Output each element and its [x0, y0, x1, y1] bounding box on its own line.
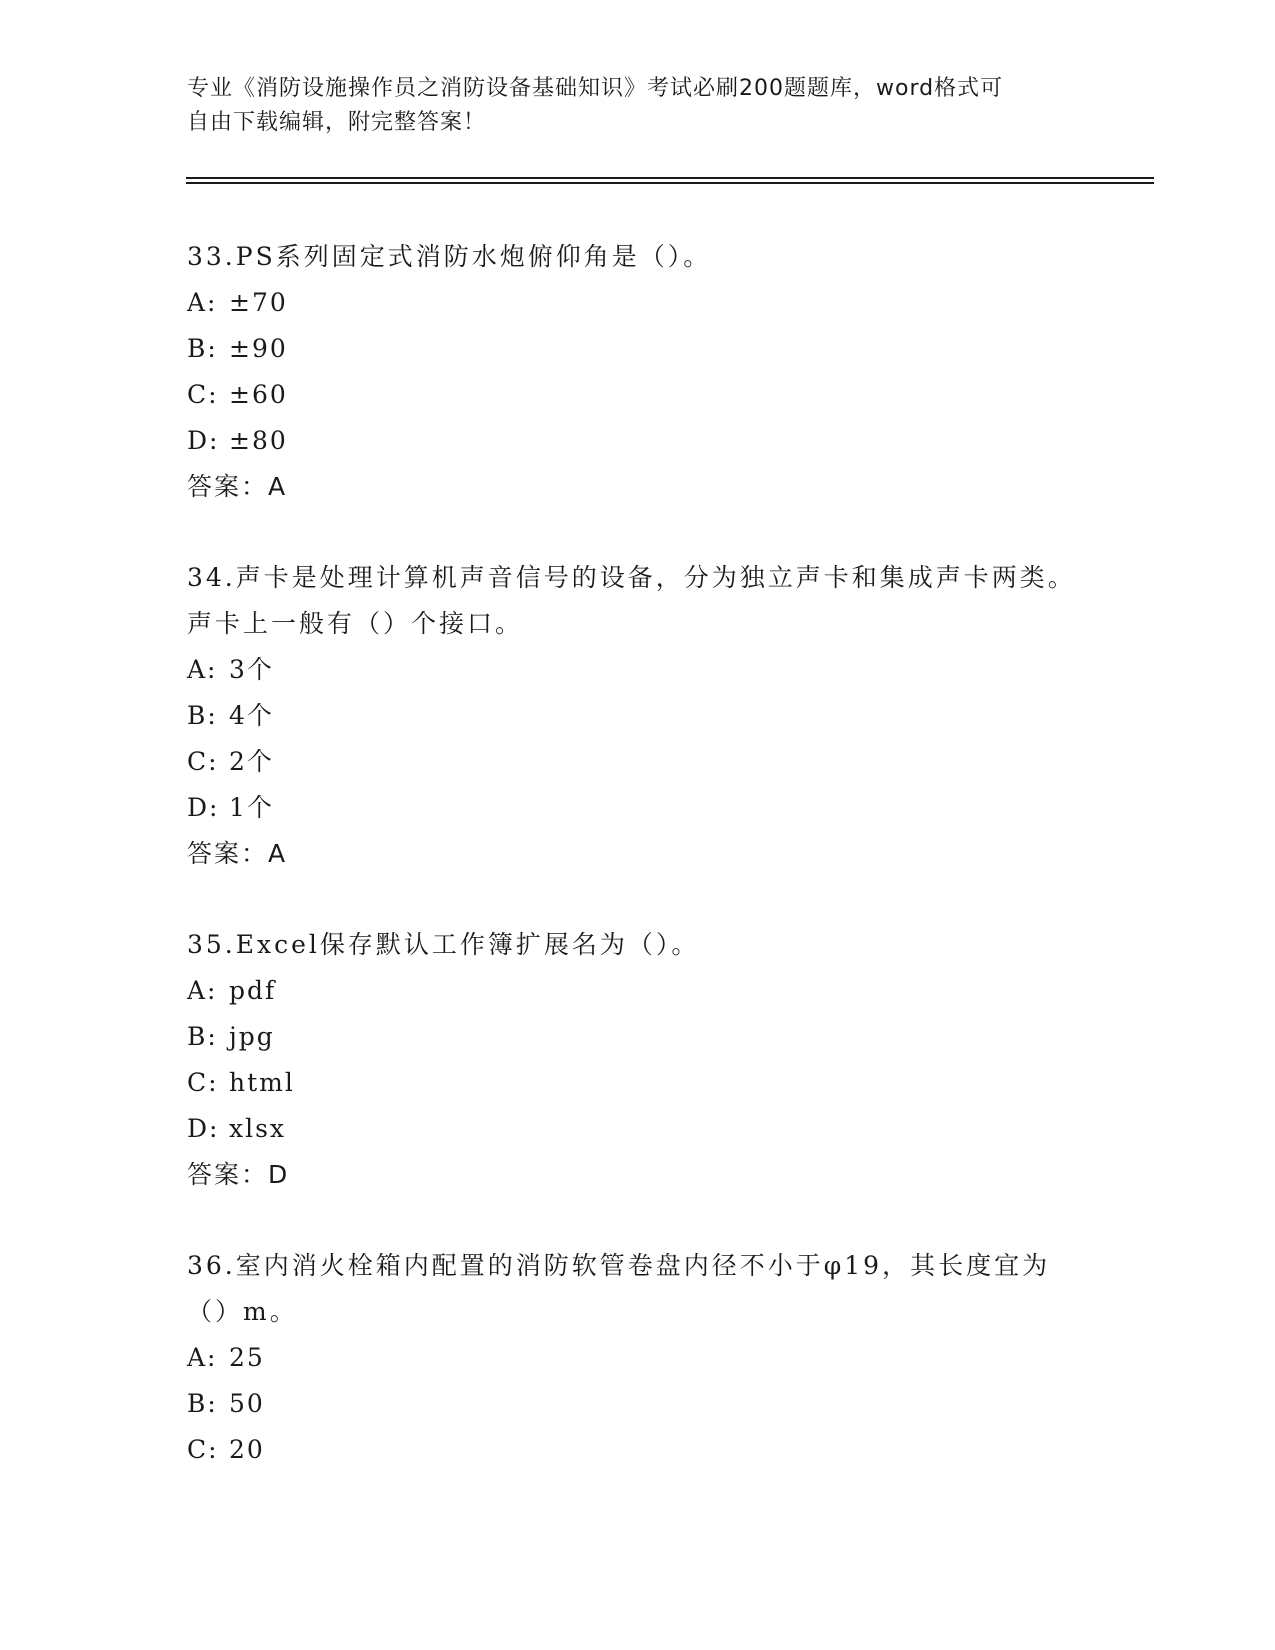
option-a: [187, 647, 1087, 693]
option-c: [187, 372, 1087, 418]
question-stem: 35.Excel保存默认工作簿扩展名为（）。: [187, 930, 700, 959]
option-key: A:: [187, 288, 218, 317]
option-d: [187, 418, 1087, 464]
option-key: B:: [187, 1389, 218, 1418]
option-text: 2个: [229, 747, 274, 776]
option-key: C:: [187, 747, 219, 776]
option-key: C:: [187, 380, 219, 409]
option-d: [187, 1106, 1087, 1152]
option-key: C:: [187, 1435, 219, 1464]
option-key: D:: [187, 793, 220, 822]
header-divider-bottom: [186, 182, 1154, 184]
header-intro-line-2: 自由下载编辑，附完整答案！: [187, 110, 487, 135]
option-d: [187, 785, 1087, 831]
option-text: ±60: [229, 380, 288, 409]
question-35: [187, 922, 1087, 1198]
option-text: jpg: [229, 1022, 275, 1051]
option-text: 20: [229, 1435, 265, 1464]
option-c: [187, 1060, 1087, 1106]
option-text: 4个: [229, 701, 274, 730]
option-text: 1个: [229, 793, 274, 822]
option-key: D:: [187, 1114, 220, 1143]
option-key: A:: [187, 976, 218, 1005]
option-text: pdf: [229, 976, 277, 1005]
option-text: ±70: [229, 288, 288, 317]
question-stem: 33.PS系列固定式消防水炮俯仰角是（）。: [187, 242, 712, 271]
option-key: C:: [187, 1068, 219, 1097]
question-33: [187, 234, 1087, 510]
option-text: xlsx: [229, 1114, 287, 1143]
header-divider-top: [186, 177, 1154, 179]
option-b: [187, 326, 1087, 372]
option-b: [187, 1014, 1087, 1060]
question-34: [187, 555, 1087, 877]
option-key: D:: [187, 426, 220, 455]
option-key: B:: [187, 701, 218, 730]
option-text: ±90: [229, 334, 288, 363]
option-key: B:: [187, 334, 218, 363]
option-c: [187, 739, 1087, 785]
question-stem: 36.室内消火栓箱内配置的消防软管卷盘内径不小于φ19，其长度宜为（）m。: [187, 1251, 1051, 1326]
option-key: A:: [187, 655, 218, 684]
answer-line: 答案：A: [187, 839, 288, 868]
question-36: [187, 1243, 1087, 1473]
answer-line: 答案：A: [187, 472, 288, 501]
option-a: [187, 280, 1087, 326]
option-text: 3个: [229, 655, 274, 684]
option-key: A:: [187, 1343, 218, 1372]
question-stem: 34.声卡是处理计算机声音信号的设备，分为独立声卡和集成声卡两类。声卡上一般有（）个接口。: [187, 563, 1076, 638]
option-key: B:: [187, 1022, 218, 1051]
option-c: [187, 1427, 1087, 1473]
document-header: [187, 72, 1087, 140]
answer-line: 答案：D: [187, 1160, 290, 1189]
question-list: [187, 234, 1087, 1518]
option-text: 25: [229, 1343, 265, 1372]
option-b: [187, 1381, 1087, 1427]
option-text: ±80: [229, 426, 288, 455]
header-intro-line-1: 专业《消防设施操作员之消防设备基础知识》考试必刷200题题库，word格式可: [187, 76, 1004, 101]
option-a: [187, 1335, 1087, 1381]
option-b: [187, 693, 1087, 739]
option-text: html: [229, 1068, 295, 1097]
option-a: [187, 968, 1087, 1014]
option-text: 50: [229, 1389, 265, 1418]
